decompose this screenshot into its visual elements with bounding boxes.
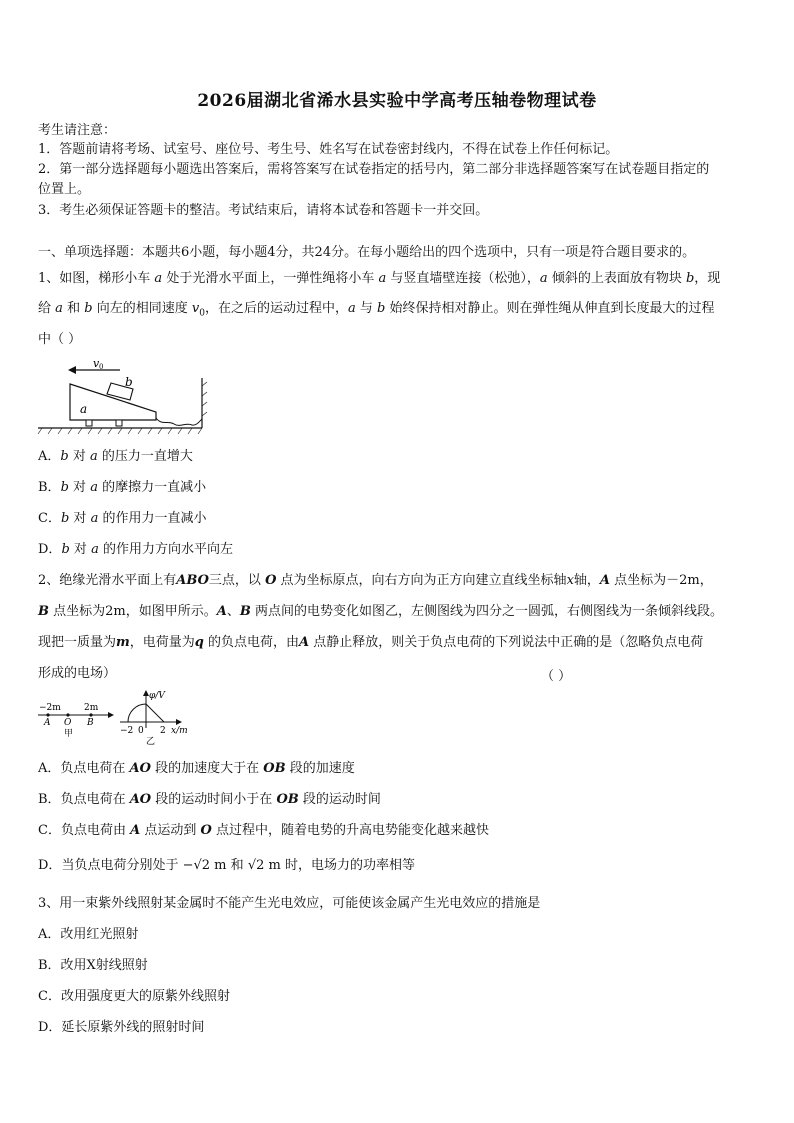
jia-caption: 甲 — [64, 729, 74, 739]
q1-stem-line-3: 中（ ） — [38, 332, 82, 347]
q1-stem-line-2: 给 a 和 b 向左的相同速度 $v_0$，在之后的运动过程中，a 与 b 始终保持相对静止。则在弹性绳从伸直到长度最大的过程 — [38, 301, 715, 319]
q2-option-b[interactable]: B．负点电荷在 AO 段的运动时间小于在 OB 段的运动时间 — [38, 792, 381, 807]
jia-label-B: B — [87, 718, 94, 728]
q2-figure-jia — [36, 700, 116, 740]
q1-option-b[interactable]: B．b 对 a 的摩擦力一直减小 — [38, 480, 207, 495]
section-heading: 一、单项选择题：本题共6小题，每小题4分，共24分。在每小题给出的四个选项中，只有一项是符合题目要求的。 — [38, 245, 696, 260]
q2-stem-line-3: 现把一质量为m，电荷量为q 的负点电荷，由A 点静止释放，则关于负点电荷的下列说法中正确的是（忽略负点电荷 — [38, 635, 704, 650]
q1-option-a[interactable]: A．b 对 a 的压力一直增大 — [38, 449, 193, 464]
q2-answer-paren: （ ） — [541, 669, 572, 684]
q1-option-d[interactable]: D．b 对 a 的作用力方向水平向左 — [38, 542, 233, 557]
exam-title: 2026届湖北省浠水县实验中学高考压轴卷物理试卷 — [197, 91, 597, 111]
notice-item-2-cont: 位置上。 — [38, 182, 91, 197]
notice-item-1: 1．答题前请将考场、试室号、座位号、考生号、姓名写在试卷密封线内，不得在试卷上作任何标记。 — [38, 142, 619, 157]
q3-option-c[interactable]: C．改用强度更大的原紫外线照射 — [38, 989, 230, 1004]
fig-b-label: b — [125, 375, 133, 389]
yi-tick-0: 0 — [138, 726, 144, 736]
phi-slope — [146, 704, 164, 722]
q2-figure-yi — [116, 688, 198, 746]
q1-stem-line-1: 1、如图，梯形小车 a 处于光滑水平面上，一弹性绳将小车 a 与竖直墙壁连接（松弛），a 倾斜的上表面放有物块 b，现 — [38, 271, 721, 286]
fig-a-label: a — [80, 402, 88, 416]
jia-label-minus2m: −2m — [39, 703, 61, 713]
q2-option-a[interactable]: A．负点电荷在 AO 段的加速度大于在 OB 段的加速度 — [38, 761, 355, 776]
q3-option-d[interactable]: D．延长原紫外线的照射时间 — [38, 1020, 205, 1035]
yi-axis-phi: φ/V — [149, 691, 165, 701]
fig-velocity-label: v — [93, 357, 100, 370]
yi-tick-2: 2 — [160, 726, 166, 736]
wheel-left — [86, 420, 92, 426]
q3-option-b[interactable]: B．改用X射线照射 — [38, 958, 148, 973]
q2-option-c[interactable]: C．负点电荷由 A 点运动到 O 点过程中，随着电势的升高电势能变化越来越快 — [38, 823, 489, 838]
jia-label-2m: 2m — [84, 703, 99, 713]
q2-stem-line-2: B 点坐标为2m，如图甲所示。A、B 两点间的电势变化如图乙，左侧图线为四分之一圆弧，右侧图线为一条倾斜线段。 — [38, 604, 724, 619]
q3-stem: 3、用一束紫外线照射某金属时不能产生光电效应，可能使该金属产生光电效应的措施是 — [38, 896, 541, 911]
jia-label-O: O — [64, 718, 72, 728]
notice-item-3: 3．考生必须保证答题卡的整洁。考试结束后，请将本试卷和答题卡一并交回。 — [38, 203, 489, 218]
yi-axis-x: x/m — [171, 726, 188, 736]
wheel-right — [116, 420, 122, 426]
notice-heading: 考生请注意： — [38, 123, 117, 138]
q1-figure — [36, 356, 208, 438]
jia-label-A: A — [44, 718, 51, 728]
elastic-cord — [156, 418, 202, 425]
q1-option-c[interactable]: C．b 对 a 的作用力一直减小 — [38, 511, 207, 526]
q2-stem-line-4: 形成的电场） — [38, 666, 117, 681]
q3-option-a[interactable]: A．改用红光照射 — [38, 927, 139, 942]
fig-velocity-subscript: 0 — [99, 363, 104, 371]
q2-stem-line-1: 2、绝缘光滑水平面上有ABO三点，以 O 点为坐标原点，向右方向为正方向建立直线坐标轴x轴，A 点坐标为－2m， — [38, 573, 713, 588]
phi-arc — [128, 704, 146, 722]
yi-tick-minus2: −2 — [120, 726, 134, 736]
notice-item-2: 2．第一部分选择题每小题选出答案后，需将答案写在试卷指定的括号内，第二部分非选择题答案写在试卷题目指定的 — [38, 162, 710, 177]
q2-option-d[interactable]: D．当负点电荷分别处于 −√2 m 和 √2 m 时，电场力的功率相等 — [38, 858, 415, 873]
yi-caption: 乙 — [146, 737, 156, 746]
